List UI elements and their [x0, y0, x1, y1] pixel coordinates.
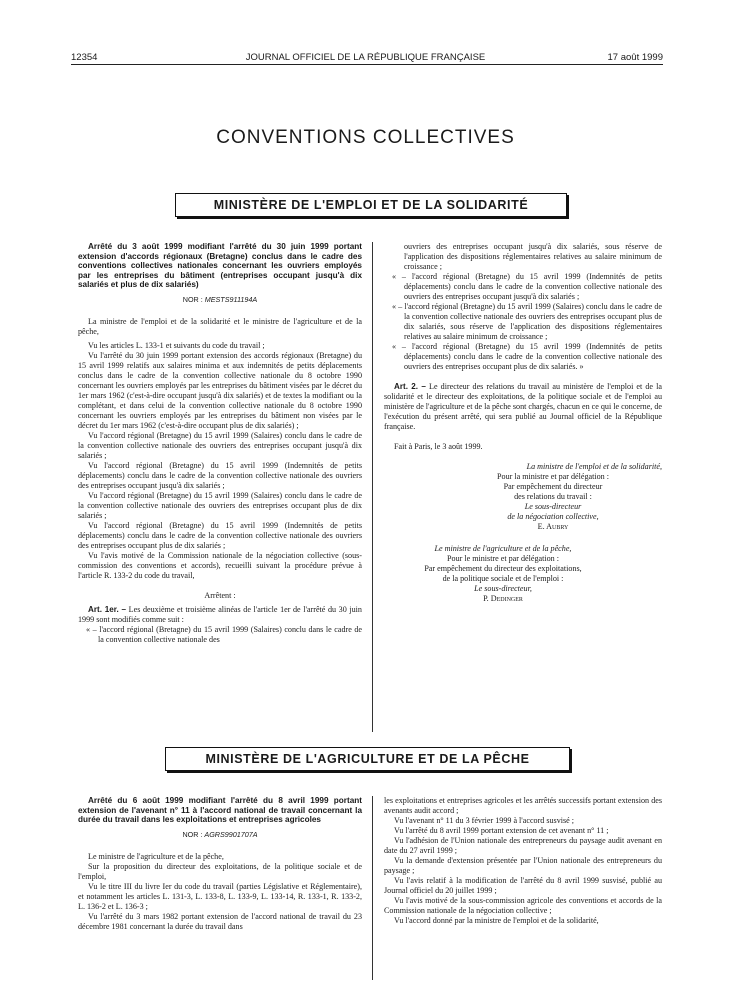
arrete2-vu-4: Vu l'avis relatif à la modification de l'arrêté du 8 avril 1999 susvisé, publié au Journal officiel du 20 juillet 1999 ; — [384, 876, 662, 895]
arrete2-vu-5: Vu l'avis motivé de la sous-commission agricole des conventions et accords de la Commission nationale de la négociation collective ; — [384, 896, 662, 915]
arrete1-para-0: La ministre de l'emploi et de la solidarité et le ministre de l'agriculture et de la pêche, — [78, 316, 362, 336]
arrete1-quote-2: « – l'accord régional (Bretagne) du 15 avril 1999 (Salaires) conclu dans le cadre de la convention collective nationale des ouvriers des entreprises occupant plus de dix salariés, sous réserve de l'application des dispositions réglementaires relatives au salaire minimum de croissance ; — [392, 302, 662, 341]
section-title: CONVENTIONS COLLECTIVES — [216, 127, 515, 148]
ministry-emploi-title: MINISTÈRE DE L'EMPLOI ET DE LA SOLIDARITÉ — [213, 198, 529, 212]
arrete1-quote-0: « – l'accord régional (Bretagne) du 15 avril 1999 (Salaires) conclu dans le cadre de la convention collective nationale des — [86, 624, 362, 644]
header-rule — [71, 64, 663, 65]
column-divider-2 — [372, 796, 373, 980]
column-divider-1 — [372, 242, 373, 732]
arrete2-para-2: Vu le titre III du livre Ier du code du travail (parties Législative et Réglementaire), et notamment les articles L. 131-3, L. 133-8, L. 133-9, L. 133-14, R. 133-1, R. 133-2, L. 136-2 et L. 136-3 ; — [78, 881, 362, 911]
arrete1-title: Arrêté du 3 août 1999 modifiant l'arrêté du 30 juin 1999 portant extension d'accords régionaux (Bretagne) conclus dans le cadre des conventions collectives nationales concernant les ouvriers employés par les entreprises du bâtiment (entreprises occupant jusqu'à dix salariés et plus de dix salariés) — [78, 242, 362, 290]
issue-date: 17 août 1999 — [607, 52, 663, 63]
arrete1-fait: Fait à Paris, le 3 août 1999. — [394, 442, 483, 451]
arrete1-article-1: Art. 1er. – Les deuxième et troisième alinéas de l'article 1er de l'arrêté du 30 juin 1999 sont modifiés comme suit : — [78, 604, 362, 624]
arrete1-quote-1: « – l'accord régional (Bretagne) du 15 avril 1999 (Indemnités de petits déplacements) conclu dans le cadre de la convention collective nationale des ouvriers des entreprises occupant jusqu'à dix salariés ; — [392, 272, 662, 301]
arrete1-quote-continued: ouvriers des entreprises occupant jusqu'à dix salariés, sous réserve de l'application des dispositions réglementaires relatives au salaire minimum de croissance ; — [404, 242, 662, 271]
signature-emploi: La ministre de l'emploi et de la solidarité, Pour la ministre et par délégation : Par empêchement du directeur des relations du travail : Le sous-directeur de la négociation collective, E. Aubry — [497, 462, 662, 531]
arrete2-vu-2: Vu l'adhésion de l'Union nationale des entrepreneurs du paysage audit avenant en date du 27 avril 1999 ; — [384, 836, 662, 855]
arrete2-para-1: Sur la proposition du directeur des exploitations, de la politique sociale et de l'emploi, — [78, 861, 362, 881]
ministry-agriculture-box — [165, 747, 570, 771]
ministry-emploi-box — [175, 193, 567, 217]
arrete2-vu-3: Vu la demande d'extension présentée par l'Union nationale des entrepreneurs du paysage ; — [384, 856, 662, 875]
arrete2-vu-6: Vu l'accord donné par la ministre de l'emploi et de la solidarité, — [394, 916, 599, 925]
arrete1-para-2: Vu l'arrêté du 30 juin 1999 portant extension des accords régionaux (Bretagne) du 15 avril 1999 relatifs aux salaires minima et aux indemnités de petits déplacements conclus dans le cadre de la convention collective nationale du 8 octobre 1990 concernant les ouvriers employés par les entreprises du bâtiment visées par le décret du 1er mars 1962 (c'est-à-dire occupant jusqu'à dix salariés) et de textes la modifiant ou la complétant, et dans celui de la convention collective nationale du 8 octobre 1990 concernant les ouvriers employés par les entreprises du bâtiment non visées par le décret du 1er mars 1962 (c'est-à-dire occupant plus de dix salariés) ; — [78, 350, 362, 430]
arrete1-article-2: Art. 2. – Le directeur des relations du travail au ministère de l'emploi et de la solidarité et le directeur des exploitations, de la politique sociale et de l'emploi au ministère de l'agriculture et de la pêche sont chargés, chacun en ce qui le concerne, de l'exécution du présent arrêté, qui sera publié au Journal officiel de la République française. — [384, 382, 662, 431]
page-number: 12354 — [71, 52, 98, 63]
arretent: Arrêtent : — [204, 590, 236, 600]
arrete1-nor: NOR : MESTS911194A — [182, 294, 258, 304]
signature-agriculture: Le ministre de l'agriculture et de la pêche, Pour le ministre et par délégation : Par empêchement du directeur des exploitations, de la politique sociale et de l'emploi : Le sous-directeur, P. Dedinger — [424, 544, 582, 603]
arrete1-para-4: Vu l'accord régional (Bretagne) du 15 avril 1999 (Indemnités de petits déplacements) conclu dans le cadre de la convention collective nationale des ouvriers des entreprises occupant jusqu'à dix salariés ; — [78, 460, 362, 490]
arrete1-right-column — [384, 242, 662, 604]
ministry-agriculture-title: MINISTÈRE DE L'AGRICULTURE ET DE LA PÊCHE — [205, 752, 530, 766]
arrete1-para-3: Vu l'accord régional (Bretagne) du 15 avril 1999 (Salaires) conclu dans le cadre de la convention collective nationale des ouvriers des entreprises occupant jusqu'à dix salariés ; — [78, 430, 362, 460]
arrete2-para-0: Le ministre de l'agriculture et de la pêche, — [88, 851, 224, 861]
arrete1-para-1: Vu les articles L. 133-1 et suivants du code du travail ; — [88, 340, 265, 350]
arrete2-title: Arrêté du 6 août 1999 modifiant l'arrêté du 8 avril 1999 portant extension de l'avenant n° 11 à l'accord national de travail concernant la durée du travail dans les exploitations et entreprises agricoles — [78, 796, 362, 825]
arrete2-vu-0: Vu l'avenant n° 11 du 3 février 1999 à l'accord susvisé ; — [394, 816, 575, 825]
arrete1-para-6: Vu l'accord régional (Bretagne) du 15 avril 1999 (Indemnités de petits déplacements) conclu dans le cadre de la convention collective nationale des ouvriers des entreprises occupant plus de dix salariés ; — [78, 520, 362, 550]
arrete2-vu-1: Vu l'arrêté du 8 avril 1999 portant extension de cet avenant n° 11 ; — [394, 826, 609, 835]
arrete1-left-column — [78, 242, 362, 645]
arrete1-para-5: Vu l'accord régional (Bretagne) du 15 avril 1999 (Salaires) conclu dans le cadre de la convention collective nationale des ouvriers des entreprises occupant plus de dix salariés ; — [78, 490, 362, 520]
arrete1-para-7: Vu l'avis motivé de la Commission nationale de la négociation collective (sous-commission des conventions et accords), recueilli suivant la procédure prévue à l'article R. 133-2 du code du travail, — [78, 550, 362, 580]
arrete1-quote-3: « – l'accord régional (Bretagne) du 15 avril 1999 (Indemnités de petits déplacements) conclu dans le cadre de la convention collective nationale des ouvriers des entreprises occupant plus de dix salariés. » — [392, 342, 662, 371]
arrete2-nor: NOR : AGRS9901707A — [182, 829, 258, 839]
arrete2-right-column — [384, 796, 662, 926]
arrete2-continued: les exploitations et entreprises agricoles et les arrêtés successifs portant extension des avenants audit accord ; — [384, 796, 662, 815]
journal-title: JOURNAL OFFICIEL DE LA RÉPUBLIQUE FRANÇAISE — [245, 52, 486, 63]
arrete2-para-3: Vu l'arrêté du 3 mars 1982 portant extension de l'accord national de travail du 23 décembre 1981 concernant la durée du travail dans — [78, 911, 362, 931]
arrete2-left-column — [78, 796, 362, 932]
